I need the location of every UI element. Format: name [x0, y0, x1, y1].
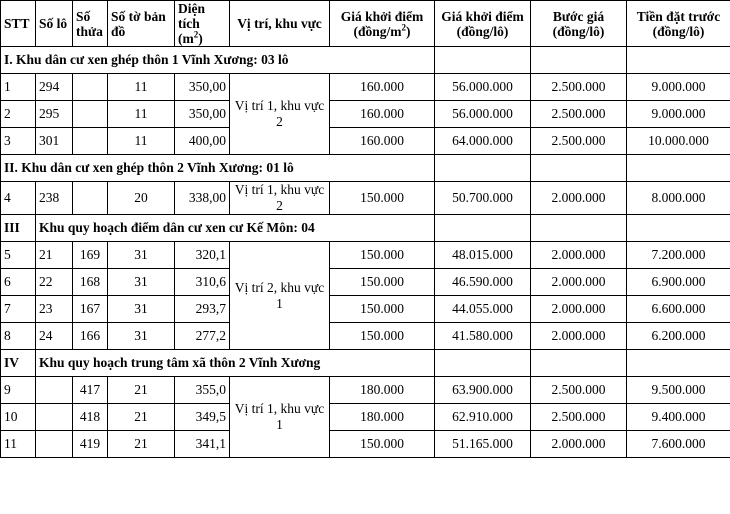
cell-gia-m2: 150.000 — [330, 323, 435, 350]
cell-gia-lo: 62.910.000 — [435, 404, 531, 431]
cell-gia-m2: 150.000 — [330, 269, 435, 296]
header-dien-tich: Diện tích $(m^2)$ — [175, 1, 230, 47]
cell-tien-dat-truoc: 9.000.000 — [627, 74, 730, 101]
header-gia-khoi-diem-lo: Giá khởi điểm (đồng/lô) — [435, 1, 531, 47]
cell-so-to-ban-do: 11 — [108, 101, 175, 128]
cell-so-lo — [36, 404, 73, 431]
cell-stt: 1 — [1, 74, 36, 101]
cell-so-to-ban-do: 31 — [108, 269, 175, 296]
group-header-row — [1, 155, 730, 182]
cell-stt: 9 — [1, 377, 36, 404]
table-row — [1, 323, 730, 350]
cell-dien-tich: 400,00 — [175, 128, 230, 155]
table-row — [1, 242, 730, 269]
cell-tien-dat-truoc: 9.000.000 — [627, 101, 730, 128]
table-row — [1, 431, 730, 458]
cell-buoc-gia: 2.000.000 — [531, 182, 627, 215]
group-empty-cell — [531, 155, 627, 182]
cell-gia-lo: 44.055.000 — [435, 296, 531, 323]
cell-so-lo: 294 — [36, 74, 73, 101]
cell-so-to-ban-do: 11 — [108, 74, 175, 101]
cell-tien-dat-truoc: 6.200.000 — [627, 323, 730, 350]
group-title: Khu quy hoạch điểm dân cư xen cư Kế Môn: 04 — [36, 215, 435, 242]
header-buoc-gia: Bước giá (đồng/lô) — [531, 1, 627, 47]
cell-so-thua — [73, 128, 108, 155]
table-row — [1, 269, 730, 296]
group-empty-cell — [627, 155, 730, 182]
table-row — [1, 128, 730, 155]
cell-tien-dat-truoc: 6.600.000 — [627, 296, 730, 323]
table-row — [1, 74, 730, 101]
cell-gia-m2: 150.000 — [330, 242, 435, 269]
cell-gia-m2: 150.000 — [330, 182, 435, 215]
cell-stt: 6 — [1, 269, 36, 296]
cell-so-thua: 168 — [73, 269, 108, 296]
table-row — [1, 404, 730, 431]
cell-so-lo: 238 — [36, 182, 73, 215]
cell-tien-dat-truoc: 9.500.000 — [627, 377, 730, 404]
cell-vi-tri: Vị trí 1, khu vực 1 — [230, 377, 330, 458]
cell-so-lo — [36, 377, 73, 404]
group-id: III — [1, 215, 36, 242]
cell-so-lo: 24 — [36, 323, 73, 350]
cell-buoc-gia: 2.500.000 — [531, 101, 627, 128]
cell-tien-dat-truoc: 9.400.000 — [627, 404, 730, 431]
cell-stt: 5 — [1, 242, 36, 269]
cell-dien-tich: 350,00 — [175, 101, 230, 128]
cell-gia-lo: 50.700.000 — [435, 182, 531, 215]
cell-buoc-gia: 2.000.000 — [531, 323, 627, 350]
cell-stt: 11 — [1, 431, 36, 458]
cell-dien-tich: 341,1 — [175, 431, 230, 458]
header-gia-khoi-diem-m2: Giá khởi điểm $(đồng/m^2)$ — [330, 1, 435, 47]
cell-tien-dat-truoc: 7.600.000 — [627, 431, 730, 458]
table-row — [1, 182, 730, 215]
cell-gia-m2: 160.000 — [330, 101, 435, 128]
cell-buoc-gia: 2.500.000 — [531, 128, 627, 155]
cell-gia-m2: 150.000 — [330, 296, 435, 323]
cell-gia-lo: 46.590.000 — [435, 269, 531, 296]
group-empty-cell — [531, 215, 627, 242]
cell-buoc-gia: 2.000.000 — [531, 431, 627, 458]
table-row — [1, 296, 730, 323]
cell-vi-tri: Vị trí 2, khu vực 1 — [230, 242, 330, 350]
cell-dien-tich: 350,00 — [175, 74, 230, 101]
cell-buoc-gia: 2.500.000 — [531, 377, 627, 404]
cell-gia-lo: 63.900.000 — [435, 377, 531, 404]
cell-so-thua: 419 — [73, 431, 108, 458]
group-header-row — [1, 350, 730, 377]
cell-gia-lo: 64.000.000 — [435, 128, 531, 155]
cell-tien-dat-truoc: 10.000.000 — [627, 128, 730, 155]
cell-stt: 2 — [1, 101, 36, 128]
group-empty-cell — [435, 155, 531, 182]
table-body — [1, 47, 730, 458]
cell-dien-tich: 277,2 — [175, 323, 230, 350]
cell-gia-m2: 160.000 — [330, 128, 435, 155]
header-vi-tri: Vị trí, khu vực — [230, 1, 330, 47]
group-title: II. Khu dân cư xen ghép thôn 2 Vĩnh Xương: 01 lô — [1, 155, 435, 182]
table-row — [1, 377, 730, 404]
cell-dien-tich: 349,5 — [175, 404, 230, 431]
header-so-to-ban-do: Số tờ bản đồ — [108, 1, 175, 47]
cell-dien-tich: 310,6 — [175, 269, 230, 296]
cell-so-to-ban-do: 11 — [108, 128, 175, 155]
header-row — [1, 1, 730, 47]
header-stt: STT — [1, 1, 36, 47]
cell-gia-m2: 160.000 — [330, 74, 435, 101]
cell-dien-tich: 355,0 — [175, 377, 230, 404]
group-header-row — [1, 215, 730, 242]
cell-buoc-gia: 2.000.000 — [531, 269, 627, 296]
group-empty-cell — [627, 215, 730, 242]
cell-buoc-gia: 2.500.000 — [531, 404, 627, 431]
cell-tien-dat-truoc: 6.900.000 — [627, 269, 730, 296]
table-row — [1, 101, 730, 128]
cell-gia-m2: 180.000 — [330, 377, 435, 404]
cell-buoc-gia: 2.500.000 — [531, 74, 627, 101]
header-so-lo: Số lô — [36, 1, 73, 47]
cell-tien-dat-truoc: 8.000.000 — [627, 182, 730, 215]
group-empty-cell — [627, 47, 730, 74]
cell-gia-lo: 51.165.000 — [435, 431, 531, 458]
header-tien-dat-truoc: Tiền đặt trước (đồng/lô) — [627, 1, 730, 47]
cell-vi-tri: Vị trí 1, khu vực 2 — [230, 74, 330, 155]
cell-dien-tich: 293,7 — [175, 296, 230, 323]
cell-so-lo: 295 — [36, 101, 73, 128]
group-title: I. Khu dân cư xen ghép thôn 1 Vĩnh Xương: 03 lô — [1, 47, 435, 74]
cell-stt: 4 — [1, 182, 36, 215]
cell-so-to-ban-do: 31 — [108, 323, 175, 350]
cell-so-thua: 166 — [73, 323, 108, 350]
group-title: Khu quy hoạch trung tâm xã thôn 2 Vĩnh Xương — [36, 350, 435, 377]
cell-gia-m2: 150.000 — [330, 431, 435, 458]
cell-so-to-ban-do: 21 — [108, 431, 175, 458]
cell-so-lo: 23 — [36, 296, 73, 323]
cell-so-thua — [73, 182, 108, 215]
cell-gia-lo: 56.000.000 — [435, 74, 531, 101]
group-empty-cell — [435, 350, 531, 377]
cell-tien-dat-truoc: 7.200.000 — [627, 242, 730, 269]
cell-so-to-ban-do: 20 — [108, 182, 175, 215]
group-empty-cell — [531, 350, 627, 377]
cell-gia-m2: 180.000 — [330, 404, 435, 431]
cell-vi-tri: Vị trí 1, khu vực 2 — [230, 182, 330, 215]
header-so-thua: Số thửa — [73, 1, 108, 47]
cell-so-to-ban-do: 31 — [108, 242, 175, 269]
cell-so-lo: 301 — [36, 128, 73, 155]
group-empty-cell — [435, 215, 531, 242]
cell-gia-lo: 56.000.000 — [435, 101, 531, 128]
cell-so-thua: 167 — [73, 296, 108, 323]
group-id: IV — [1, 350, 36, 377]
cell-dien-tich: 320,1 — [175, 242, 230, 269]
cell-so-to-ban-do: 31 — [108, 296, 175, 323]
cell-stt: 8 — [1, 323, 36, 350]
cell-so-thua: 417 — [73, 377, 108, 404]
cell-buoc-gia: 2.000.000 — [531, 242, 627, 269]
group-empty-cell — [435, 47, 531, 74]
cell-stt: 10 — [1, 404, 36, 431]
cell-so-thua: 169 — [73, 242, 108, 269]
group-empty-cell — [531, 47, 627, 74]
cell-so-to-ban-do: 21 — [108, 377, 175, 404]
cell-so-lo: 21 — [36, 242, 73, 269]
cell-so-thua — [73, 101, 108, 128]
cell-stt: 7 — [1, 296, 36, 323]
cell-gia-lo: 48.015.000 — [435, 242, 531, 269]
cell-buoc-gia: 2.000.000 — [531, 296, 627, 323]
cell-gia-lo: 41.580.000 — [435, 323, 531, 350]
cell-dien-tich: 338,00 — [175, 182, 230, 215]
cell-so-lo: 22 — [36, 269, 73, 296]
cell-so-lo — [36, 431, 73, 458]
group-header-row — [1, 47, 730, 74]
cell-so-thua: 418 — [73, 404, 108, 431]
cell-stt: 3 — [1, 128, 36, 155]
group-empty-cell — [627, 350, 730, 377]
cell-so-to-ban-do: 21 — [108, 404, 175, 431]
cell-so-thua — [73, 74, 108, 101]
